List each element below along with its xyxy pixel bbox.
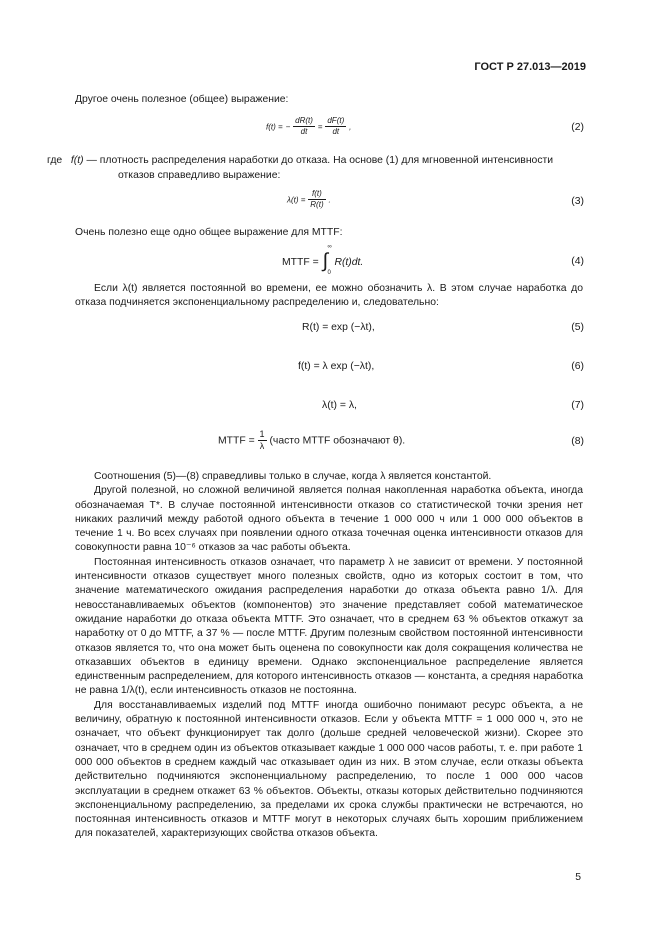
eq3-number: (3) [571, 196, 584, 207]
paragraph-constant-rate: Если λ(t) является постоянной во времени, ее можно обозначить λ. В этом случае наработка до отказа подчиняется экспоненциальному распределению и, следовательно: [75, 283, 583, 309]
eq8-number: (8) [571, 436, 584, 447]
paragraph-cumulative-operation: Другой полезной, но сложной величиной является полная накопленная наработка объекта, иногда обозначаемая T*. В случае постоянной интенсивности отказов со статистической точки зрения нет никаких различий между работой одного объекта в течение 1 000 000 ч или 1 000 000 объектов в течение 1 ч. Во всех случаях при появлении одного отказа точечная оценка интенсивности отказов для совокупности равна 10⁻⁶ отказов за час работы объекта. [75, 485, 583, 554]
where-text: — плотность распределения наработки до отказа. На основе (1) для мгновенной интенсивности [86, 155, 554, 166]
intro-general-expression: Другое очень полезное (общее) выражение: [75, 94, 289, 105]
eq2-frac-f [325, 116, 346, 137]
eq8-frac-den: λ [259, 441, 265, 451]
eq8-frac [258, 429, 267, 452]
eq2-number: (2) [571, 122, 584, 133]
equation-4 [282, 244, 364, 276]
eq4-number: (4) [571, 256, 584, 267]
equation-5: R(t) = exp (−λt), [302, 322, 375, 333]
where-clause [47, 153, 587, 168]
page-number: 5 [575, 872, 581, 883]
paragraph-validity: Соотношения (5)—(8) справедливы только в случае, когда λ является константой. [94, 471, 492, 482]
integral-sign: ∫ ∞ 0 [322, 244, 332, 276]
body-text [75, 470, 583, 842]
eq6-number: (6) [571, 361, 584, 372]
eq3-frac [308, 189, 325, 210]
eq2-frac-r-num: dR(t) [295, 116, 313, 125]
eq3-tail: . [328, 195, 331, 205]
eq3-lhs: λ(t) = [287, 195, 306, 205]
integral-upper-limit: ∞ [327, 244, 332, 250]
eq2-frac-f-den: dt [332, 127, 340, 136]
equation-8 [218, 429, 405, 452]
eq4-lhs: MTTF = [282, 256, 319, 268]
eq2-frac-r [293, 116, 315, 137]
eq8-tail: (часто MTTF обозначают θ). [269, 435, 406, 447]
eq7-number: (7) [571, 400, 584, 411]
eq2-frac-r-den: dt [300, 127, 308, 136]
where-symbol: f(t) [70, 155, 84, 166]
paragraph-constant-rate-properties: Постоянная интенсивность отказов означает, что параметр λ не зависит от времени. У постоянной интенсивности отказов существует много полезных свойств, одно из которых состоит в том, что значение математического ожидания распределения наработки до отказа объекта равно 1/λ. Для невосстанавливаемых объектов (компонентов) это значение представляет собой математическое ожидание наработки до отказа объекта MTTF. Это означает, что в среднем 63 % объектов откажут за наработку от 0 до MTTF, а 37 % — после MTTF. Другим полезным свойством постоянной интенсивности отказов является то, что она может быть оценена по совокупности как доля сокращения количества не отказавших объектов в единицу времени. Однако экспоненциальное распределение является единственным распределением, для которого интенсивность отказов — константа, а средняя наработка не равна 1/λ(t), если интенсивность отказов не постоянна. [75, 556, 583, 697]
eq2-minus: − [285, 122, 291, 132]
eq3-frac-den: R(t) [310, 200, 324, 209]
eq8-lhs: MTTF = [218, 435, 255, 447]
equation-7: λ(t) = λ, [322, 400, 357, 411]
intro-mttf-expression: Очень полезно еще одно общее выражение для MTTF: [75, 227, 343, 238]
integral-lower-limit: 0 [327, 270, 331, 276]
eq4-body: R(t)dt. [334, 256, 364, 268]
equation-6: f(t) = λ exp (−λt), [298, 361, 375, 372]
eq2-frac-f-num: dF(t) [327, 116, 345, 125]
eq2-equals: = [317, 122, 323, 132]
eq2-tail: , [349, 122, 352, 132]
eq3-frac-num: f(t) [308, 189, 325, 200]
where-lead: где [47, 155, 63, 166]
paragraph-repairable-items: Для восстанавливаемых изделий под MTTF иногда ошибочно понимают ресурс объекта, а не величину, обратную к постоянной интенсивности отказов. Если у объекта MTTF = 1 000 000 ч, это не означает, что объект функционирует так долго (дольше средней человеческой жизни). Скорее это означает, что в среднем один из объектов отказывает каждые 1 000 000 часов работы, т. е. при работе 1 000 000 объектов в среднем каждый час отказывает один из них. В этом случае, если отказы объекта действительно подчиняются экспоненциальному распределению, то после 1 000 000 часов эксплуатации в среднем откажет 63 % объектов. Объекты, отказы которых действительно подчиняются экспоненциальному распределению, за пределами их срока службы практически не встречаются, но постоянная интенсивность отказов и MTTF могут в некоторых случаях быть хорошим приближением для показателей, характеризующих свойства отказов объекта. [75, 699, 583, 840]
eq8-frac-num: 1 [259, 429, 265, 439]
equation-2 [266, 116, 351, 137]
document-code: ГОСТ Р 27.013—2019 [474, 61, 586, 73]
where-continuation: отказов справедливо выражение: [118, 170, 281, 181]
eq2-lhs: f(t) = [266, 122, 283, 132]
eq5-number: (5) [571, 322, 584, 333]
equation-3 [287, 189, 331, 210]
